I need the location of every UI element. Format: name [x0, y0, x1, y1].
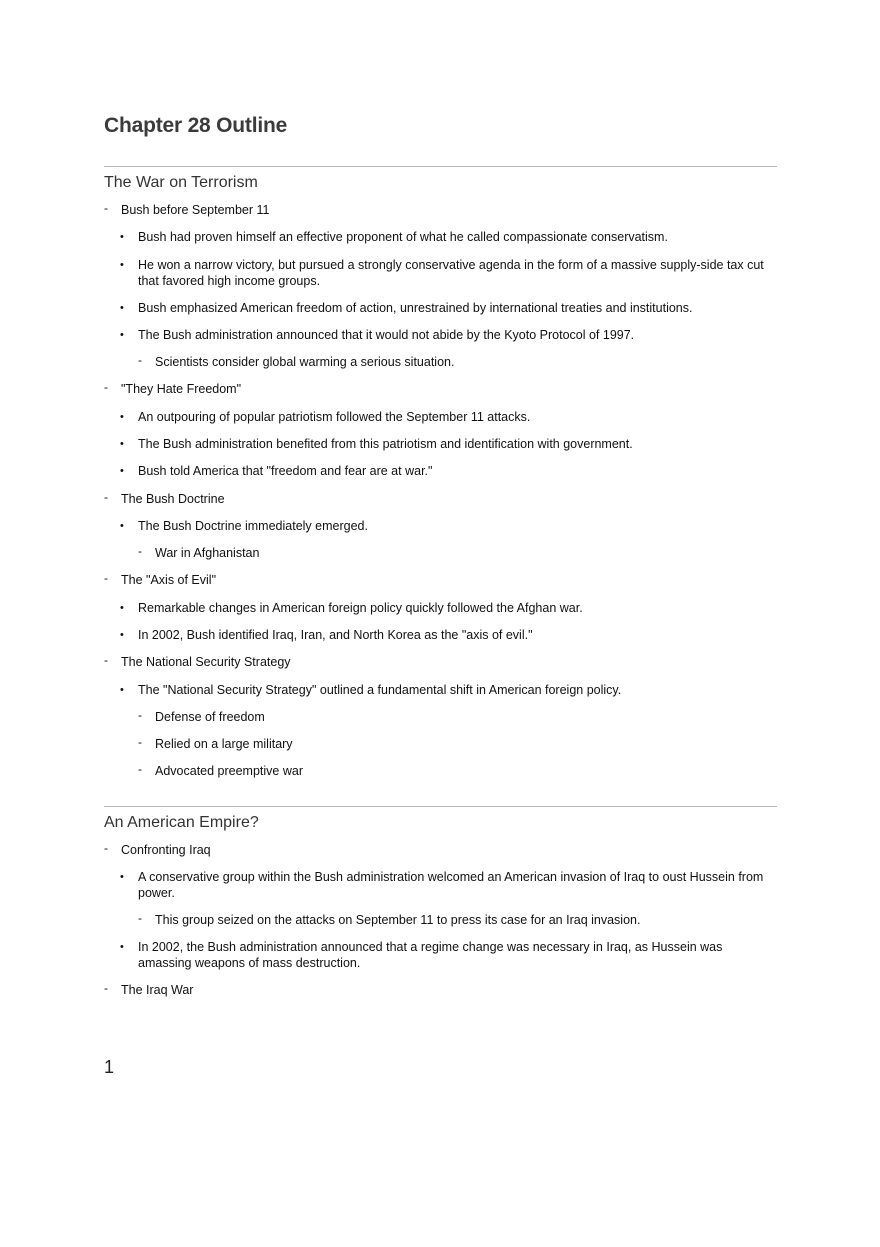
section-heading: An American Empire? [104, 814, 259, 831]
point-text: In 2002, Bush identified Iraq, Iran, and North Korea as the "axis of evil." [138, 628, 533, 642]
dash-marker: - [138, 735, 142, 749]
point-text: The Bush administration benefited from this patriotism and identification with government. [138, 437, 633, 451]
point-item [120, 628, 773, 644]
topic-text: "They Hate Freedom" [121, 382, 242, 396]
bullet-marker: • [120, 629, 124, 641]
dash-marker: - [104, 490, 108, 504]
point-text: An outpouring of popular patriotism followed the September 11 attacks. [138, 410, 531, 424]
section-heading: The War on Terrorism [104, 174, 258, 191]
point-item [120, 870, 773, 901]
bullet-marker: • [120, 520, 124, 532]
topic-item [104, 981, 771, 999]
subpoint-text: Relied on a large military [155, 737, 293, 751]
subpoint-text: This group seized on the attacks on September 11 to press its case for an Iraq invasion. [155, 913, 641, 927]
page-number: 1 [104, 1057, 115, 1077]
dash-marker: - [104, 380, 108, 394]
point-item [120, 328, 773, 344]
subpoint-item [138, 911, 771, 929]
topic-text: The "Axis of Evil" [121, 573, 217, 587]
bullet-marker: • [120, 465, 124, 477]
topic-item [104, 571, 771, 589]
point-item [120, 601, 773, 617]
point-text: A conservative group within the Bush administration welcomed an American invasion of Iraq to oust Hussein from power. [138, 870, 764, 900]
point-text: The Bush administration announced that it would not abide by the Kyoto Protocol of 1997. [138, 328, 635, 342]
point-item [120, 301, 773, 317]
dash-marker: - [104, 571, 108, 585]
bullet-marker: • [120, 411, 124, 423]
bullet-marker: • [120, 684, 124, 696]
bullet-marker: • [120, 602, 124, 614]
dash-marker: - [138, 353, 142, 367]
bullet-marker: • [120, 259, 124, 271]
topic-text: The Bush Doctrine [121, 492, 225, 506]
bullet-marker: • [120, 871, 124, 883]
point-item [120, 464, 773, 480]
point-text: Bush emphasized American freedom of action, unrestrained by international treaties and institutions. [138, 301, 693, 315]
section-divider [104, 166, 777, 167]
topic-text: The National Security Strategy [121, 655, 291, 669]
subpoint-text: Defense of freedom [155, 710, 265, 724]
bullet-marker: • [120, 302, 124, 314]
point-item [120, 258, 773, 289]
section-american-empire [104, 806, 777, 997]
point-item [120, 683, 773, 699]
dash-marker: - [104, 653, 108, 667]
section-war-on-terrorism [104, 166, 777, 778]
topic-text: Confronting Iraq [121, 843, 211, 857]
page-title: Chapter 28 Outline [104, 114, 288, 137]
subpoint-item [138, 735, 771, 753]
dash-marker: - [138, 544, 142, 558]
subpoint-item [138, 353, 771, 371]
subpoint-text: Advocated preemptive war [155, 764, 303, 778]
point-item [120, 940, 773, 971]
point-text: Remarkable changes in American foreign policy quickly followed the Afghan war. [138, 601, 583, 615]
topic-item [104, 490, 771, 508]
point-text: Bush told America that "freedom and fear are at war." [138, 464, 433, 478]
subpoint-text: Scientists consider global warming a serious situation. [155, 355, 455, 369]
point-item [120, 437, 773, 453]
dash-marker: - [104, 201, 108, 215]
point-text: The Bush Doctrine immediately emerged. [138, 519, 368, 533]
topic-text: Bush before September 11 [121, 203, 270, 217]
subpoint-item [138, 544, 771, 562]
subpoint-text: War in Afghanistan [155, 546, 260, 560]
dash-marker: - [138, 708, 142, 722]
topic-item [104, 380, 771, 398]
topic-text: The Iraq War [121, 983, 194, 997]
point-text: Bush had proven himself an effective proponent of what he called compassionate conservatism. [138, 230, 668, 244]
point-text: The "National Security Strategy" outlined a fundamental shift in American foreign policy. [138, 683, 622, 697]
point-item [120, 230, 773, 246]
dash-marker: - [138, 762, 142, 776]
topic-item [104, 653, 771, 671]
point-item [120, 410, 773, 426]
section-divider [104, 806, 777, 807]
point-text: He won a narrow victory, but pursued a strongly conservative agenda in the form of a massive supply-side tax cut that favored high income groups. [138, 258, 764, 288]
subpoint-item [138, 708, 771, 726]
bullet-marker: • [120, 941, 124, 953]
bullet-marker: • [120, 329, 124, 341]
topic-item [104, 841, 771, 859]
bullet-marker: • [120, 231, 124, 243]
subpoint-item [138, 762, 771, 780]
topic-item [104, 201, 771, 219]
dash-marker: - [104, 841, 108, 855]
point-text: In 2002, the Bush administration announced that a regime change was necessary in Iraq, as Hussein was amassing weapons of mass destruction. [138, 940, 723, 970]
dash-marker: - [104, 981, 108, 995]
point-item [120, 519, 773, 535]
dash-marker: - [138, 911, 142, 925]
bullet-marker: • [120, 438, 124, 450]
